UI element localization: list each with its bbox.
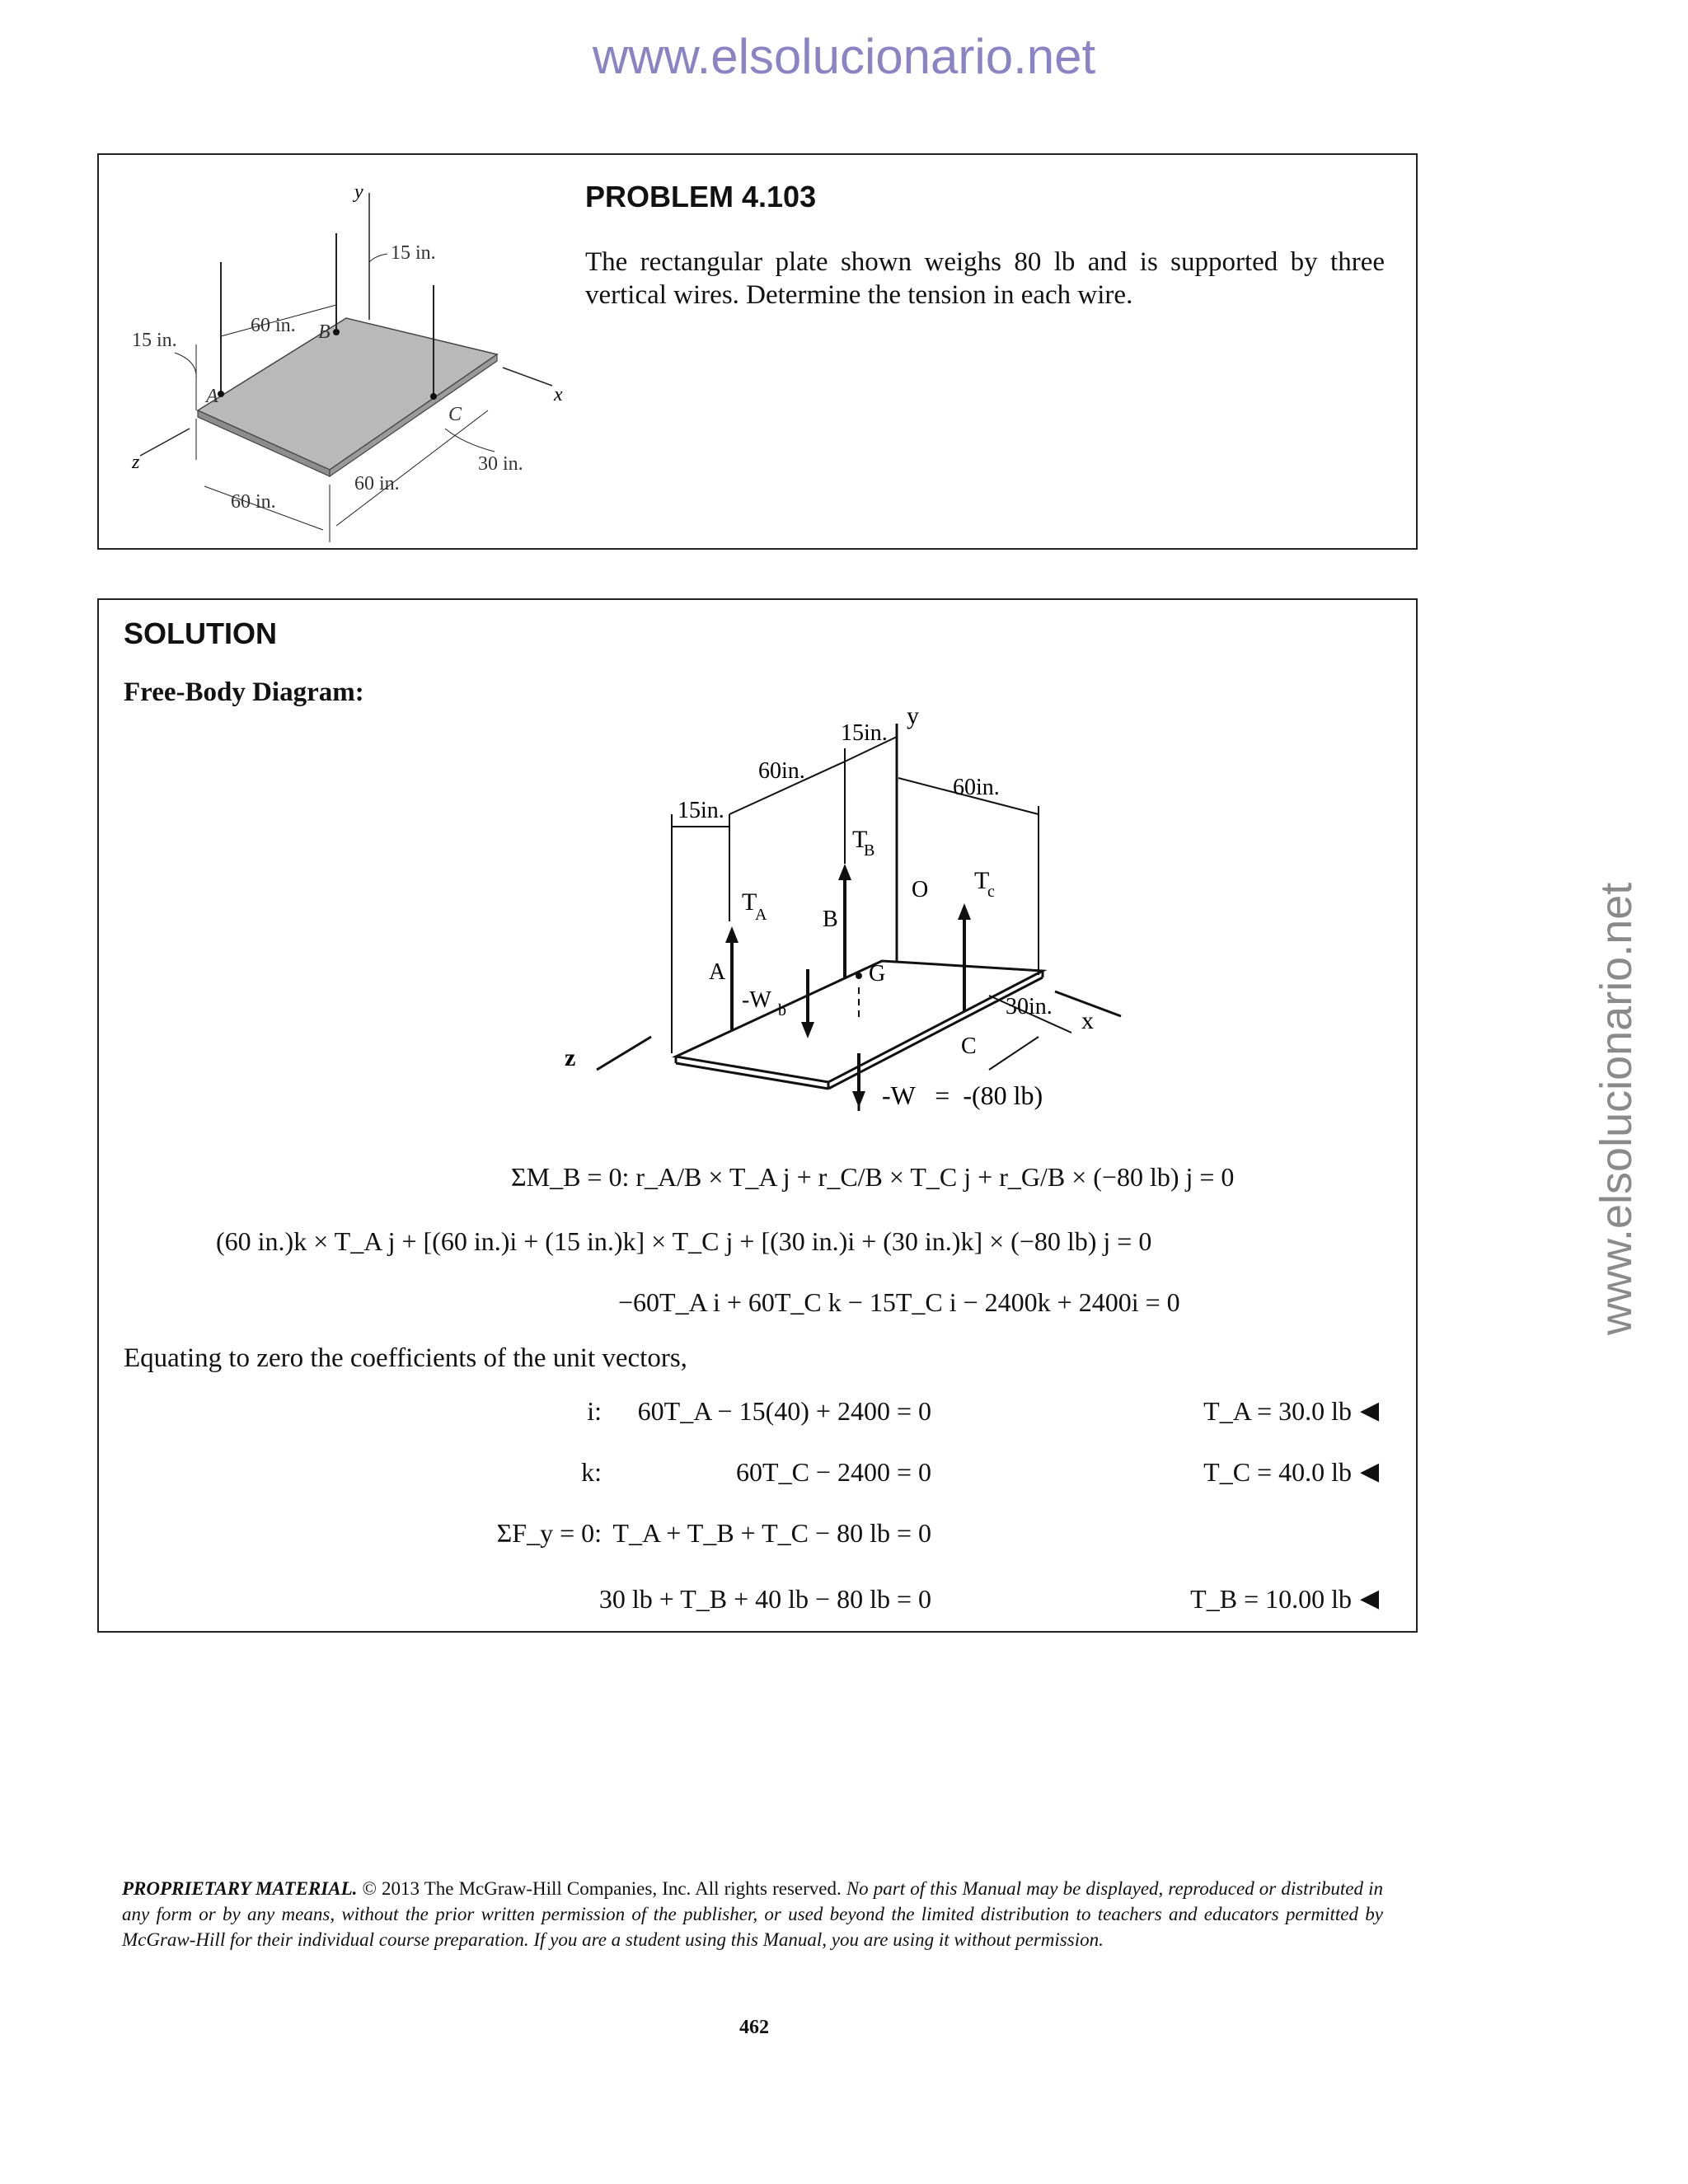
answer-tb: T_B = 10.00 lb (1190, 1584, 1352, 1614)
fbd-wb-label: -W (742, 987, 771, 1013)
answer-ta-marker: ◀ (1360, 1397, 1380, 1424)
free-body-diagram (462, 699, 1094, 1111)
fbd-dim-60-right: 60in. (953, 775, 1000, 800)
moment-expansion: (60 in.)k × T_A j + [(60 in.)i + (15 in.)k] × T_C j + [(30 in.)i + (30 in.)k] × (−80 lb) j = 0 (216, 1226, 1152, 1256)
fbd-point-a: A (709, 959, 726, 985)
fig-point-c: C (448, 404, 462, 425)
problem-statement: The rectangular plate shown weighs 80 lb and is supported by three vertical wires. Determine the tension in each wire. (585, 247, 1385, 310)
fbd-point-g: G (869, 961, 886, 987)
fig-z-label: z (132, 452, 140, 473)
answer-tc: T_C = 40.0 lb (1203, 1457, 1352, 1487)
footer-notice (122, 1876, 1383, 1952)
fbd-point-o: O (912, 877, 929, 902)
watermark-top: www.elsolucionario.net (592, 29, 1096, 84)
fig-point-b: B (318, 321, 331, 343)
moment-result: −60T_A i + 60T_C k − 15T_C i − 2400k + 2400i = 0 (618, 1287, 1180, 1317)
row-k-equation: 60T_C − 2400 = 0 (736, 1457, 931, 1487)
fbd-tc-label: T (974, 867, 990, 894)
fig-dim-60-top: 60 in. (251, 315, 296, 336)
fbd-point-c: C (961, 1033, 977, 1059)
fbd-tb-sub: B (864, 841, 875, 860)
fbd-y-label: y (907, 702, 919, 729)
fbd-tb-label: T (852, 826, 868, 853)
fbd-ta-sub: A (755, 906, 767, 924)
fig-x-label: x (554, 384, 563, 405)
fbd-dim-15-top: 15in. (841, 720, 888, 746)
problem-figure (107, 163, 569, 542)
problem-title: PROBLEM 4.103 (585, 180, 817, 213)
answer-tb-marker: ◀ (1360, 1585, 1380, 1612)
row-k-label: k: (581, 1457, 602, 1487)
fbd-wb-sub: b (778, 1001, 786, 1019)
fbd-z-label: z (565, 1044, 576, 1071)
solution-title: SOLUTION (124, 616, 277, 650)
row-fy-label: ΣF_y = 0: (496, 1518, 602, 1548)
watermark-side: www.elsolucionario.net (1592, 882, 1641, 1335)
footer-notice-text: No part of this Manual may be displayed, reproduced or distributed in any form or by any means, without the prior written permission of the publisher, or used beyond the limited distribution to teachers and educators permitted by McGraw-Hill for their individual course preparation. If you are a student using this Manual, you are using it without permission. (122, 1878, 1383, 1950)
row-i-equation: 60T_A − 15(40) + 2400 = 0 (637, 1396, 931, 1426)
problem-box (97, 153, 1418, 550)
fbd-tc-sub: c (987, 883, 995, 901)
fig-y-label: y (354, 181, 363, 203)
fig-dim-30: 30 in. (478, 453, 523, 475)
footer-copyright: © 2013 The McGraw-Hill Companies, Inc. All rights reserved. (357, 1878, 846, 1899)
answer-ta: T_A = 30.0 lb (1203, 1396, 1352, 1426)
row-fy-equation: T_A + T_B + T_C − 80 lb = 0 (612, 1518, 931, 1548)
fbd-weight-label: -W = -(80 lb) (882, 1080, 1043, 1110)
row-i-label: i: (587, 1396, 602, 1426)
fig-dim-60-bottom-left: 60 in. (231, 491, 276, 513)
fbd-dim-60-top: 60in. (758, 758, 805, 784)
row-tb-equation: 30 lb + T_B + 40 lb − 80 lb = 0 (598, 1584, 931, 1614)
solution-box (97, 598, 1418, 1633)
page-number: 462 (739, 2017, 769, 2038)
fig-dim-60-bottom-right: 60 in. (354, 473, 400, 494)
fbd-dim-30: 30in. (1006, 994, 1053, 1019)
fig-dim-15-top: 15 in. (391, 242, 436, 264)
fbd-dim-15-left: 15in. (678, 798, 724, 823)
equating-text: Equating to zero the coefficients of the unit vectors, (124, 1343, 687, 1373)
answer-tc-marker: ◀ (1360, 1458, 1380, 1485)
fbd-point-b: B (823, 907, 838, 932)
fig-point-a: A (206, 386, 218, 407)
fbd-x-label: x (1081, 1007, 1094, 1034)
footer-lead: PROPRIETARY MATERIAL. (122, 1878, 358, 1899)
fbd-label: Free-Body Diagram: (124, 677, 364, 707)
moment-equation: ΣM_B = 0: r_A/B × T_A j + r_C/B × T_C j + r_G/B × (−80 lb) j = 0 (511, 1162, 1235, 1192)
fbd-ta-label: T (742, 888, 757, 916)
fig-dim-15-left: 15 in. (132, 330, 177, 351)
